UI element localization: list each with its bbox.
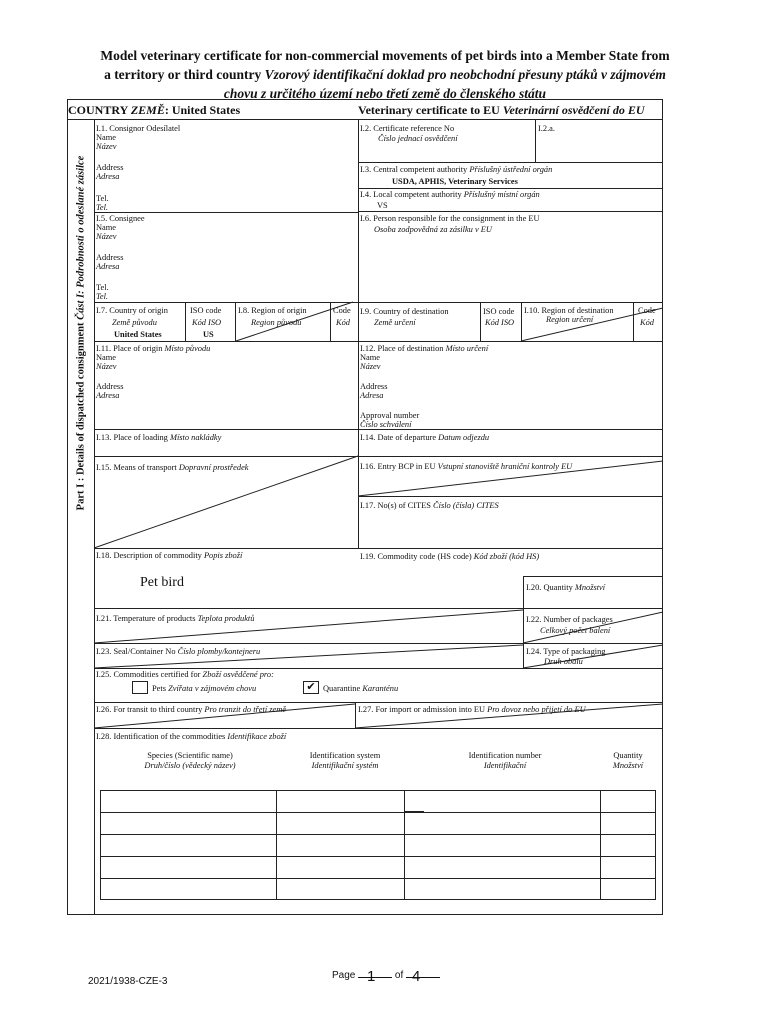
field-i5-name-label-cz: Název xyxy=(96,232,117,241)
field-i5-name-label: Name xyxy=(96,223,116,232)
page-total: 4 xyxy=(412,968,421,985)
title-line-1: Model veterinary certificate for non-commercial movements of pet birds into a Member State from xyxy=(100,48,670,63)
col-id-number-header: Identification number Identifikační xyxy=(468,751,542,770)
quarantine-checkbox[interactable] xyxy=(303,681,319,694)
field-i20-quantity: I.20. Quantity Množství xyxy=(526,583,606,592)
field-i4-local-authority: I.4. Local competent authority Příslušný místní orgán xyxy=(360,190,540,199)
field-i1-address-label-cz: Adresa xyxy=(96,172,120,181)
field-i3-central-authority: I.3. Central competent authority Příslušný ústřední orgán xyxy=(360,165,553,174)
field-i8-region-origin-cz: Region původu xyxy=(251,318,302,327)
field-i12-address-label-cz: Adresa xyxy=(360,391,384,400)
field-i10-code-label: Code xyxy=(638,306,656,315)
field-i23-seal: I.23. Seal/Container No Číslo plomby/kontejneru xyxy=(96,647,261,656)
field-i27-import: I.27. For import or admission into EU Pro dovoz nebo přijetí do EU xyxy=(358,705,586,714)
field-i10-region-destination: I.10. Region of destination xyxy=(524,306,614,315)
field-i18-description: I.18. Description of commodity Popis zboží xyxy=(96,551,243,560)
field-i11-name-label: Name xyxy=(96,353,116,362)
field-i9-country-destination-cz: Země určení xyxy=(374,318,416,327)
field-i7-country-value: United States xyxy=(114,330,162,339)
field-i11-address-label-cz: Adresa xyxy=(96,391,120,400)
document-code: 2021/1938-CZE-3 xyxy=(88,976,168,987)
field-i24-packaging-type-cz: Druh obalu xyxy=(544,657,583,666)
field-i19-commodity-code: I.19. Commodity code (HS code) Kód zboží (kód HS) xyxy=(360,552,540,561)
col-quantity-header: Quantity Množství xyxy=(612,751,644,770)
pets-checkbox-label: Pets Zvířata v zájmovém chovu xyxy=(152,684,257,693)
field-i9-iso-label-cz: Kód ISO xyxy=(485,318,515,327)
field-i22-packages: I.22. Number of packages xyxy=(526,615,613,624)
field-i10-code-label-cz: Kód xyxy=(640,318,654,327)
page-counter: Page of 1 4 xyxy=(332,970,440,981)
field-i5-address-label-cz: Adresa xyxy=(96,262,120,271)
field-i15-transport: I.15. Means of transport Dopravní prostředek xyxy=(96,463,249,472)
field-i7-iso-value: US xyxy=(203,330,214,339)
field-i6-responsible-person: I.6. Person responsible for the consignment in the EU xyxy=(360,214,540,223)
field-i1-consignor: I.1. Consignor Odesílatel xyxy=(96,124,181,133)
field-i7-iso-label-cz: Kód ISO xyxy=(192,318,222,327)
country-header: COUNTRY ZEMĚ: United States xyxy=(68,103,241,117)
identification-table xyxy=(100,790,656,900)
field-i7-iso-label: ISO code xyxy=(190,306,222,315)
field-i1-name-label-cz: Název xyxy=(96,142,117,151)
field-i22-packages-cz: Celkový počet balení xyxy=(540,626,611,635)
field-i3-value: USDA, APHIS, Veterinary Services xyxy=(392,177,518,186)
certificate-title xyxy=(40,46,730,103)
field-i1-address-label: Address xyxy=(96,163,124,172)
field-i12-name-label-cz: Název xyxy=(360,362,381,371)
field-i13-place-loading: I.13. Place of loading Místo nakládky xyxy=(96,433,222,442)
field-i11-place-origin: I.11. Place of origin Místo původu xyxy=(96,344,211,353)
field-i2a: I.2.a. xyxy=(538,124,555,133)
field-i28-identification: I.28. Identification of the commodities Identifikace zboží xyxy=(96,732,287,741)
field-i1-tel-label: Tel. xyxy=(96,194,109,203)
field-i8-code-label: Code xyxy=(333,306,351,315)
field-i11-address-label: Address xyxy=(96,382,124,391)
col-species-header: Species (Scientific name) Druh/číslo (vědecký název) xyxy=(144,751,236,770)
field-i24-packaging-type: I.24. Type of packaging xyxy=(526,647,606,656)
field-i8-region-origin: I.8. Region of origin xyxy=(238,306,307,315)
field-i21-temperature: I.21. Temperature of products Teplota produktů xyxy=(96,614,255,623)
page-number: 1 xyxy=(367,968,376,985)
field-i16-entry-bcp: I.16. Entry BCP in EU Vstupní stanoviště hraniční kontroly EU xyxy=(360,462,573,471)
checkmark-icon: ✔ xyxy=(306,681,316,693)
field-i12-name-label: Name xyxy=(360,353,380,362)
field-i5-tel-label: Tel. xyxy=(96,283,109,292)
field-i9-country-destination: I.9. Country of destination xyxy=(360,307,449,316)
field-i7-country-origin: I.7. Country of origin xyxy=(96,306,168,315)
field-i10-region-destination-cz: Region určení xyxy=(546,315,594,324)
field-i18-value: Pet bird xyxy=(140,575,184,590)
pets-checkbox[interactable] xyxy=(132,681,148,694)
field-i9-iso-label: ISO code xyxy=(483,307,515,316)
field-i12-approval-label-cz: Číslo schválení xyxy=(360,420,412,429)
field-i14-date-departure: I.14. Date of departure Datum odjezdu xyxy=(360,433,490,442)
field-i26-transit: I.26. For transit to third country Pro tranzit do třetí země xyxy=(96,705,286,714)
field-i12-approval-label: Approval number xyxy=(360,411,420,420)
field-i1-tel-label-cz: Tel. xyxy=(96,203,109,212)
field-i4-value: VS xyxy=(377,201,388,210)
quarantine-checkbox-label: Quarantine Karanténu xyxy=(323,684,399,693)
field-i6-responsible-person-cz: Osoba zodpovědná za zásilku v EU xyxy=(374,225,492,234)
field-i5-address-label: Address xyxy=(96,253,124,262)
field-i5-tel-label-cz: Tel. xyxy=(96,292,109,301)
side-column-divider xyxy=(94,119,95,915)
part-one-side-label: Part I : Details of dispatched consignment Část I: Podrobnosti o odeslané zásilce xyxy=(75,155,86,511)
field-i8-code-label-cz: Kód xyxy=(336,318,350,327)
field-i7-country-origin-cz: Země původu xyxy=(112,318,157,327)
field-i25-certified-for: I.25. Commodities certified for Zboží osvědčené pro: xyxy=(96,670,274,679)
field-i2-cert-ref-cz: Číslo jednací osvědčení xyxy=(378,134,458,143)
field-i12-place-destination: I.12. Place of destination Místo určení xyxy=(360,344,489,353)
field-i17-cites: I.17. No(s) of CITES Číslo (čísla) CITES xyxy=(360,501,499,510)
field-i12-address-label: Address xyxy=(360,382,388,391)
field-i5-consignee: I.5. Consignee xyxy=(96,214,145,223)
field-i11-name-label-cz: Název xyxy=(96,362,117,371)
col-id-system-header: Identification system Identifikační systém xyxy=(309,751,381,770)
title-line-3: chovu z určitého území nebo třetí země do členského státu xyxy=(223,86,547,101)
vet-certificate-header: Veterinary certificate to EU Veterinární osvědčení do EU xyxy=(358,103,645,117)
title-line-2: a territory or third country Vzorový identifikační doklad pro neobchodní přesuny ptáků v zájmovém xyxy=(104,67,666,82)
field-i2-cert-ref: I.2. Certificate reference No xyxy=(360,124,455,133)
field-i1-name-label: Name xyxy=(96,133,116,142)
